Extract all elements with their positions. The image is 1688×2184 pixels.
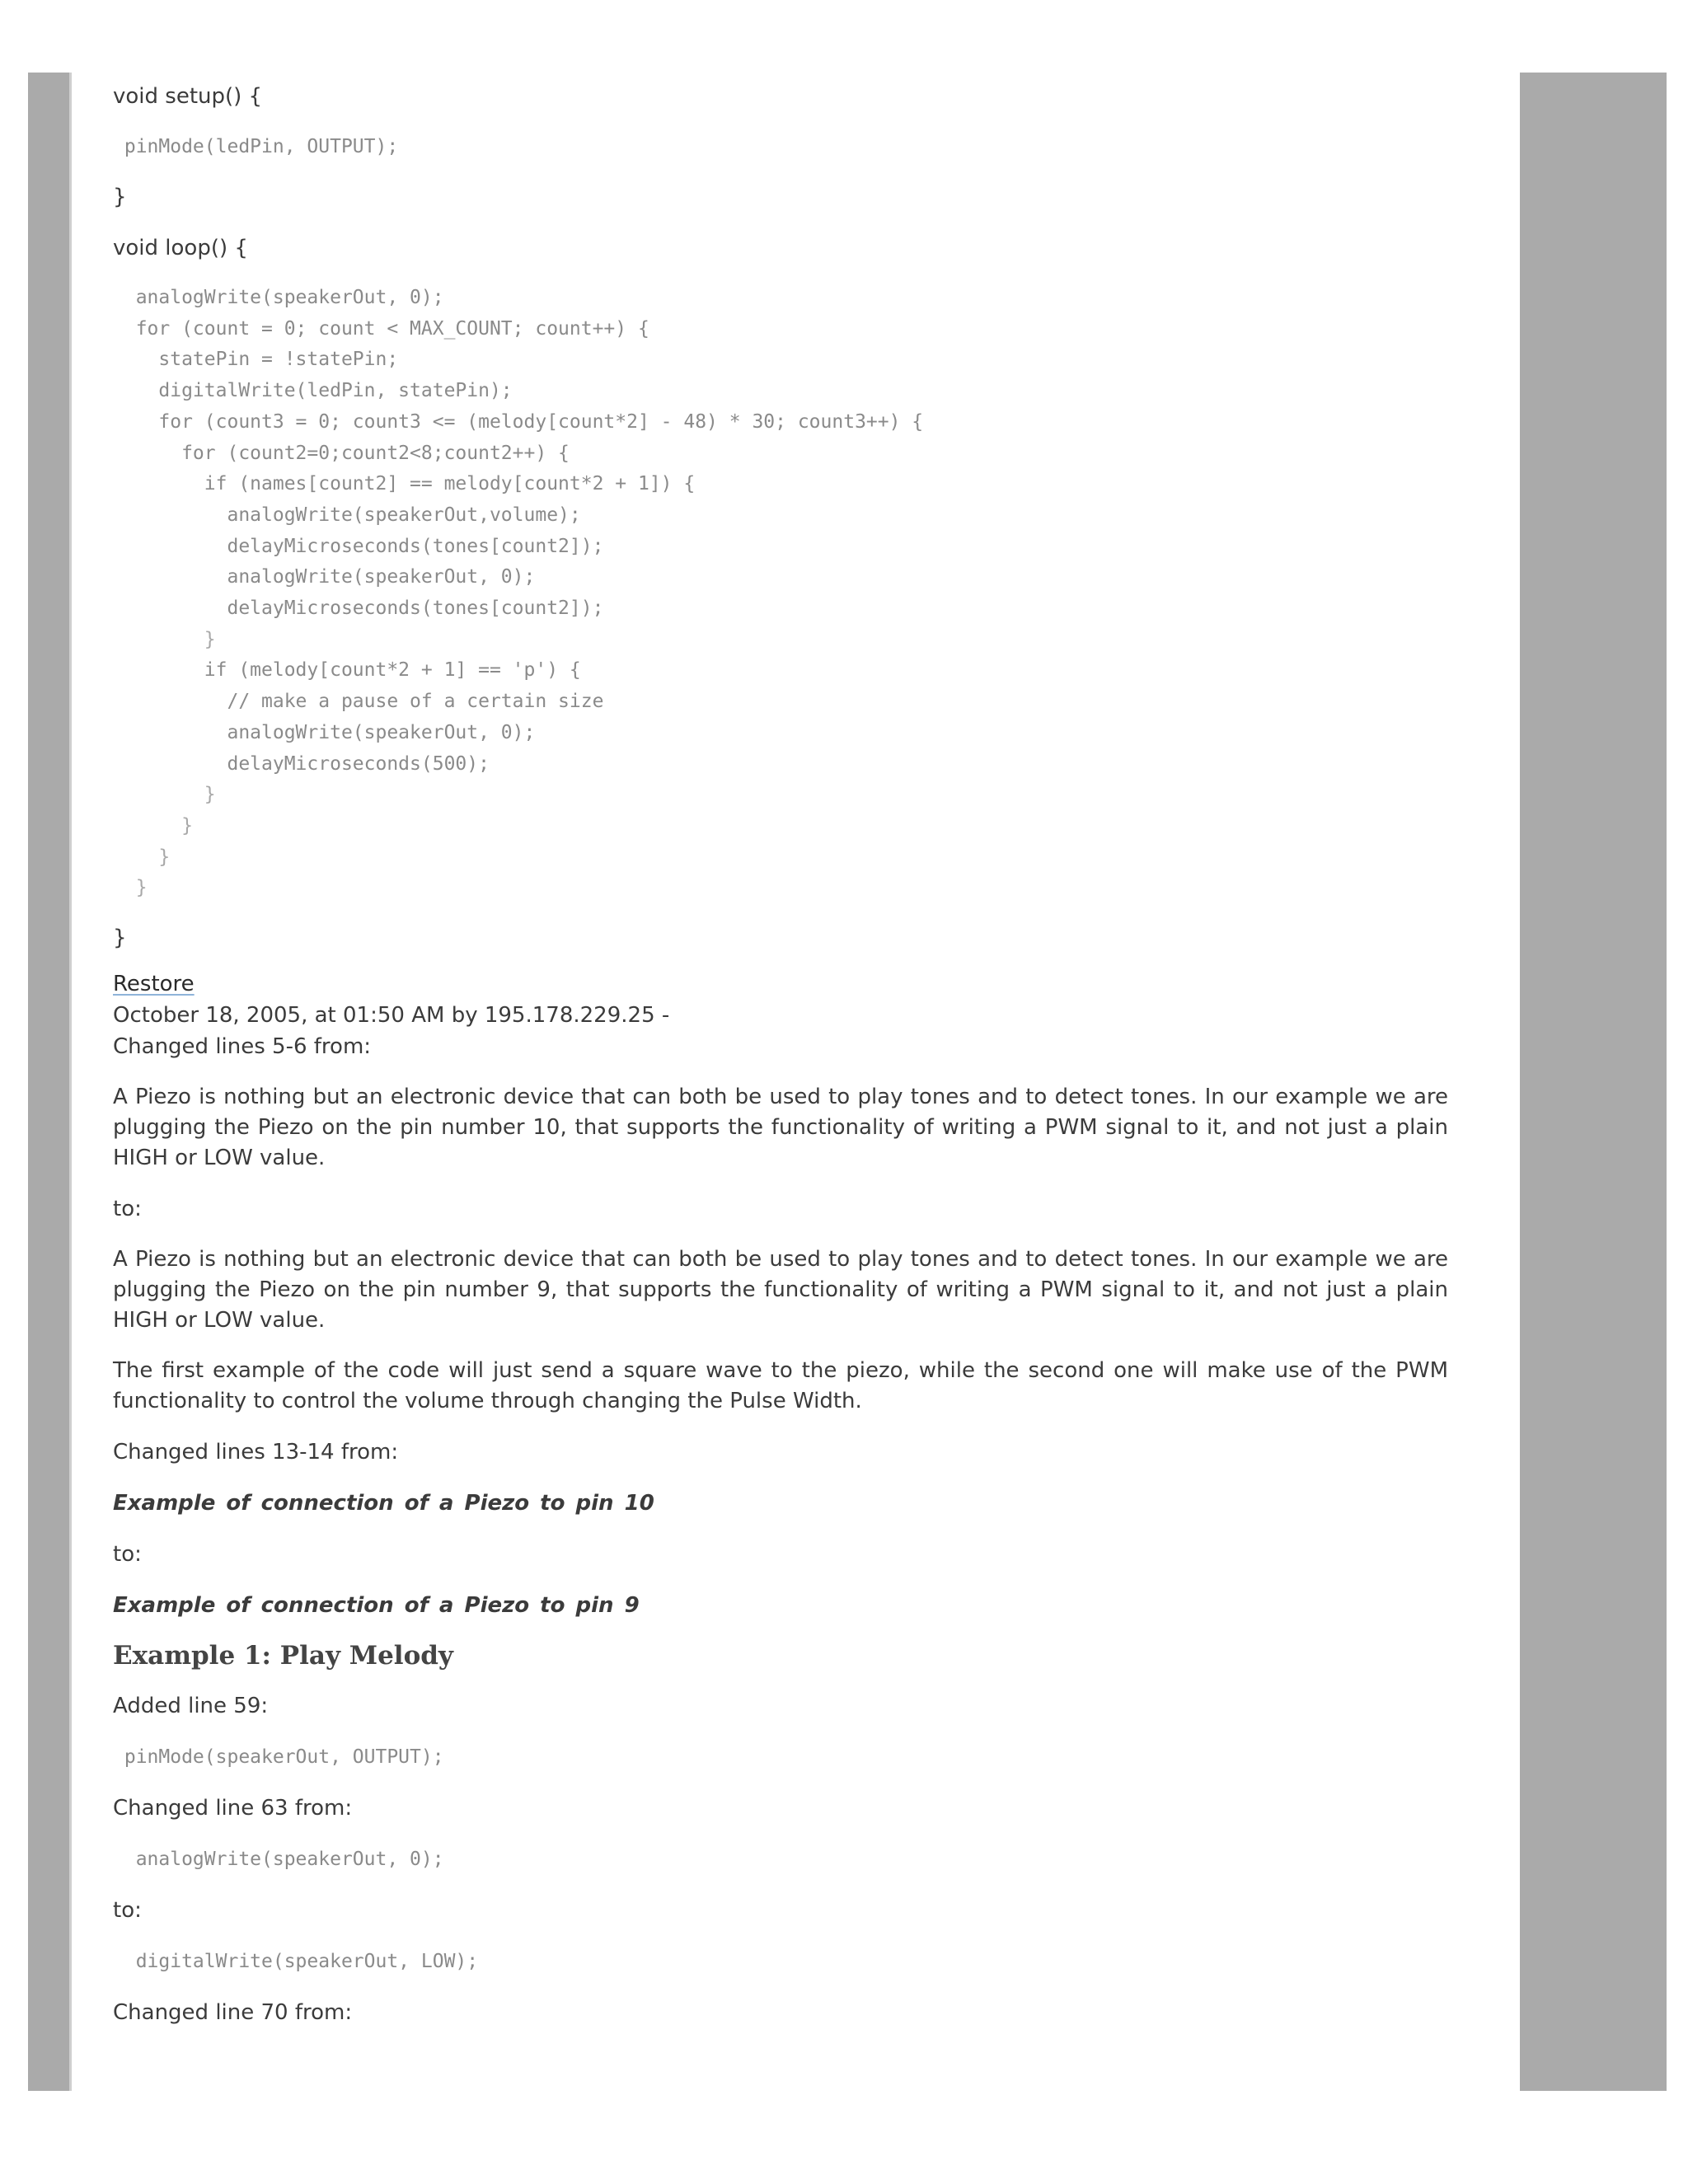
code-setup-open: void setup() { — [113, 84, 263, 109]
code-close-brace: } — [113, 926, 127, 951]
code-line: statePin = !statePin; — [113, 349, 399, 371]
code-line: analogWrite(speakerOut, 0); — [113, 287, 444, 308]
change-label: Changed line 70 from: — [113, 2000, 353, 2026]
change-label: Added line 59: — [113, 1694, 269, 1719]
revision-meta: October 18, 2005, at 01:50 AM by 195.178.229.25 - — [113, 1003, 670, 1029]
page-content — [113, 73, 1448, 2028]
to-label: to: — [113, 1898, 142, 1924]
code-close-brace: } — [113, 185, 127, 209]
code-pinmode-led: pinMode(ledPin, OUTPUT); — [113, 136, 399, 157]
restore-link-row — [113, 968, 1448, 1000]
code-line: if (names[count2] == melody[count*2 + 1]) { — [113, 473, 696, 495]
to-label: to: — [113, 1197, 142, 1222]
code-line: delayMicroseconds(tones[count2]); — [113, 598, 604, 620]
caption-new: Example of connection of a Piezo to pin 9 — [113, 1593, 640, 1619]
code-line: // make a pause of a certain size — [113, 691, 604, 713]
code-line: digitalWrite(speakerOut, LOW); — [113, 1951, 479, 1973]
right-sidebar-bar — [1520, 73, 1667, 2091]
restore-link[interactable]: Restore — [113, 972, 195, 997]
to-label: to: — [113, 1542, 142, 1568]
code-line: } — [113, 628, 216, 650]
code-line: analogWrite(speakerOut, 0); — [113, 721, 536, 743]
code-line: for (count = 0; count < MAX_COUNT; count++) { — [113, 317, 649, 340]
paragraph-old: A Piezo is nothing but an electronic device that can both be used to play tones and to detect tones. In our example we are plugging the Piezo on the pin number 10, that supports the functionality of writing a PWM signal to it, and not just a plain HIGH or LOW value. — [113, 1085, 1448, 1171]
code-line: for (count2=0;count2<8;count2++) { — [113, 442, 570, 464]
code-line: analogWrite(speakerOut, 0); — [113, 1849, 444, 1871]
code-line: analogWrite(speakerOut,volume); — [113, 504, 581, 526]
code-line: analogWrite(speakerOut, 0); — [113, 566, 536, 588]
paragraph-new: A Piezo is nothing but an electronic device that can both be used to play tones and to detect tones. In our example we are plugging the Piezo on the pin number 9, that supports the functionality of writing a PWM signal to it, and not just a plain HIGH or LOW value. — [113, 1247, 1448, 1333]
code-line: delayMicroseconds(tones[count2]); — [113, 535, 604, 557]
change-label: Changed line 63 from: — [113, 1796, 353, 1821]
code-line: pinMode(speakerOut, OUTPUT); — [113, 1746, 444, 1769]
code-line: } — [113, 784, 216, 806]
code-loop-open: void loop() { — [113, 236, 248, 260]
left-sidebar-edge — [69, 73, 72, 2091]
code-line: } — [113, 814, 193, 837]
code-line: for (count3 = 0; count3 <= (melody[count*2] - 48) * 30; count3++) { — [113, 410, 924, 433]
code-line: digitalWrite(ledPin, statePin); — [113, 380, 513, 402]
code-line: } — [113, 877, 148, 899]
left-sidebar-bar — [28, 73, 71, 2091]
code-loop-block — [113, 283, 1448, 904]
code-line: } — [113, 846, 171, 868]
paragraph-new-2: The first example of the code will just send a square wave to the piezo, while the second one will make use of the PWM functionality to control the volume through changing the Pulse Width. — [113, 1358, 1448, 1414]
change-label: Changed lines 5-6 from: — [113, 1034, 372, 1060]
section-heading: Example 1: Play Melody — [113, 1641, 453, 1671]
code-line: delayMicroseconds(500); — [113, 752, 490, 775]
change-label: Changed lines 13-14 from: — [113, 1440, 399, 1465]
caption-old: Example of connection of a Piezo to pin 10 — [113, 1491, 654, 1516]
code-line: if (melody[count*2 + 1] == 'p') { — [113, 659, 581, 682]
